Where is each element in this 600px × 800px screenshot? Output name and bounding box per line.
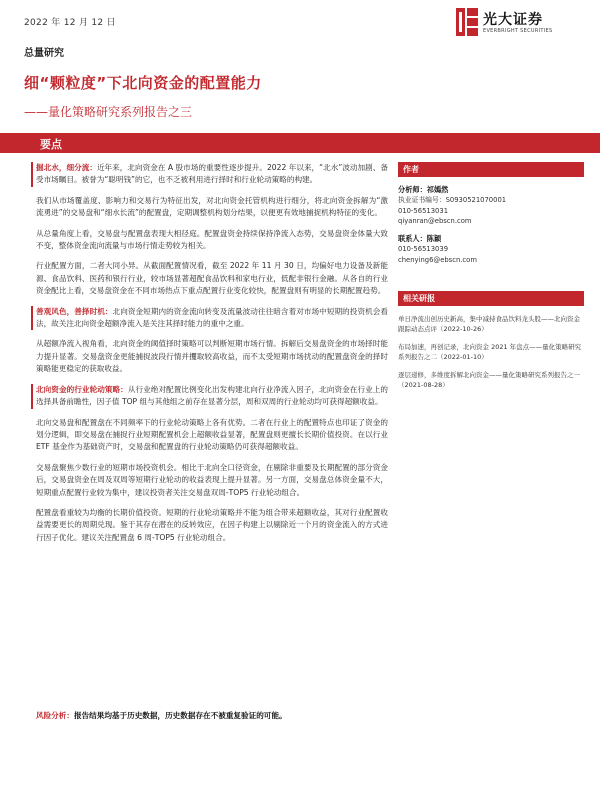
risk-text: 报告结果均基于历史数据，历史数据存在不被重复验证的可能。 <box>73 711 287 720</box>
paragraph <box>36 260 388 297</box>
contact-email[interactable]: chenying6@ebscn.com <box>398 255 477 264</box>
paragraph-lead: 善观风色，善择时机： <box>36 306 113 316</box>
report-date: 2022 年 12 月 12 日 <box>24 18 116 28</box>
paragraph-text: 近年来，北向资金在 A 股市场的重要性逐步提升。2022 年以来，“北水”波动加剧、备受市场瞩目。被誉为“聪明钱”的它，也不乏被利用进行择时和行业轮动策略的构建。 <box>36 163 388 185</box>
report-subtitle: ——量化策略研究系列报告之三 <box>24 105 193 119</box>
author-header: 作者 <box>398 162 584 177</box>
summary-label: 要点 <box>40 138 62 151</box>
paragraph-text: 北向交易盘和配置盘在不同频率下的行业轮动策略上各有优势。二者在行业上的配置特点也印证了资金的划分逻辑，即交易盘在捕捉行业短期配置机会上超额收益显著，配置盘则更擅长长期价值投资。在以行业 ETF 基金作为基础资产时，交易盘和配置盘的行业轮动策略仍可获得超额收益。 <box>36 417 388 452</box>
company-logo <box>456 6 586 40</box>
paragraph <box>31 306 388 331</box>
related-report[interactable]: 布局加速，再创记录，北向资金 2021 年盘点——量化策略研究系列报告之二（2022-01-10） <box>398 343 582 362</box>
paragraph-lead: 掘北水，细分流： <box>36 163 97 172</box>
report-category: 总量研究 <box>24 48 64 59</box>
paragraph <box>36 507 388 544</box>
author-email[interactable]: qiyanran@ebscn.com <box>398 216 472 225</box>
summary-body <box>36 162 388 552</box>
contact-phone: 010-56513039 <box>398 245 449 254</box>
related-header: 相关研报 <box>398 291 584 306</box>
paragraph-text: 交易盘聚焦少数行业的短期市场投资机会。相比于北向全口径资金，在剔除非重要及长期配置的部分资金后，交易盘资金在周及双周等短期行业轮动的收益表现上提升显著。另一方面，交易盘总体资金量不大，短期重点配置行业较为集中，建议投资者关注交易盘双周-TOP5 行业轮动组合。 <box>36 462 388 497</box>
everbright-logo-icon <box>456 8 478 36</box>
related-report[interactable]: 逐层递修，多维度拆解北向资金——量化策略研究系列报告之一（2021-08-28） <box>398 371 580 390</box>
paragraph <box>36 195 388 220</box>
paragraph <box>31 162 388 187</box>
author-name: 分析师：祁嫣然 <box>398 185 449 194</box>
author-phone: 010-56513031 <box>398 206 449 215</box>
paragraph <box>36 228 388 253</box>
paragraph <box>36 417 388 454</box>
summary-bar <box>0 133 600 153</box>
sidebar <box>398 162 584 390</box>
paragraph-text: 从行业绝对配置比例变化出发构建北向行业净流入因子，北向资金在行业上的选择具备前瞻性，因子值 TOP 组与其他组之前存在显著分层，周和双周的行业轮动均可获得超额收益。 <box>36 384 388 407</box>
related-report[interactable]: 单日净流出创历史新高，集中减持食品饮料龙头股——北向资金跟踪动态点评（2022-10-26） <box>398 315 580 334</box>
logo-text: 光大证券 <box>483 12 543 28</box>
paragraph <box>36 338 388 375</box>
paragraph-text: 北向资金短期内的资金流向转变及流量波动往往暗含着对市场中短期的投资机会看法，故关注北向资金超额净流入是关注其择时能力的重中之重。 <box>36 306 389 329</box>
report-title: 细“颗粒度”下北向资金的配置能力 <box>24 74 262 92</box>
paragraph <box>36 462 388 499</box>
paragraph <box>31 384 388 409</box>
logo-subtext: EVERBRIGHT SECURITIES <box>483 28 553 34</box>
contact-name: 联系人：陈颖 <box>398 234 442 244</box>
paragraph-text: 行业配置方面，二者大同小异。从截面配置情况看，截至 2022 年 11 月 30 日，均偏好电力设备及新能源、食品饮料、医药和银行行业，较市场显著超配食品饮料和家电行业，低配非银行金融。从各自的行业资金配比上看，交易盘资金在不同市场热点下重点配置行业变化较快，配置盘则有明显的长期配置趋势。 <box>36 261 388 296</box>
paragraph-text: 配置盘看重较为均衡的长期价值投资。短期的行业轮动策略并不能为组合带来超额收益，其对行业配置收益需要更长的周期兑现。鉴于其存在潜在的反转效应，在因子构建上以剔除近一个月的资金流入的方式进行因子优化。建议关注配置盘 6 周-TOP5 行业轮动组合。 <box>36 507 388 542</box>
risk-label: 风险分析： <box>36 711 74 720</box>
paragraph-text: 我们从市场覆盖度、影响力和交易行为特征出发，对北向资金托管机构进行细分，将北向资金拆解为“激流勇进”的交易盘和“细水长流”的配置盘，定期调整机构划分结果，以便更有效地捕捉机构特征的变化。 <box>36 195 388 218</box>
paragraph-text: 从超额净流入视角看，北向资金的阈值择时策略可以判断短期市场行情。拆解后交易盘资金的市场择时能力提升显著。交易盘资金更能捕捉波段行情并攫取较高收益，而不太受短期市场扰动的配置盘资金的择时策略能更稳定的获取收益。 <box>36 339 388 374</box>
paragraph-lead: 北向资金的行业轮动策略： <box>36 384 128 394</box>
author-cert: 执业证书编号：S0930521070001 <box>398 196 507 205</box>
paragraph-text: 从总量角度上看，交易盘与配置盘表现大相径庭。配置盘资金持续保持净流入态势，交易盘资金体量大致不变，整体资金流向流量与市场行情走势较为相关。 <box>36 228 388 251</box>
risk-analysis <box>36 710 287 722</box>
